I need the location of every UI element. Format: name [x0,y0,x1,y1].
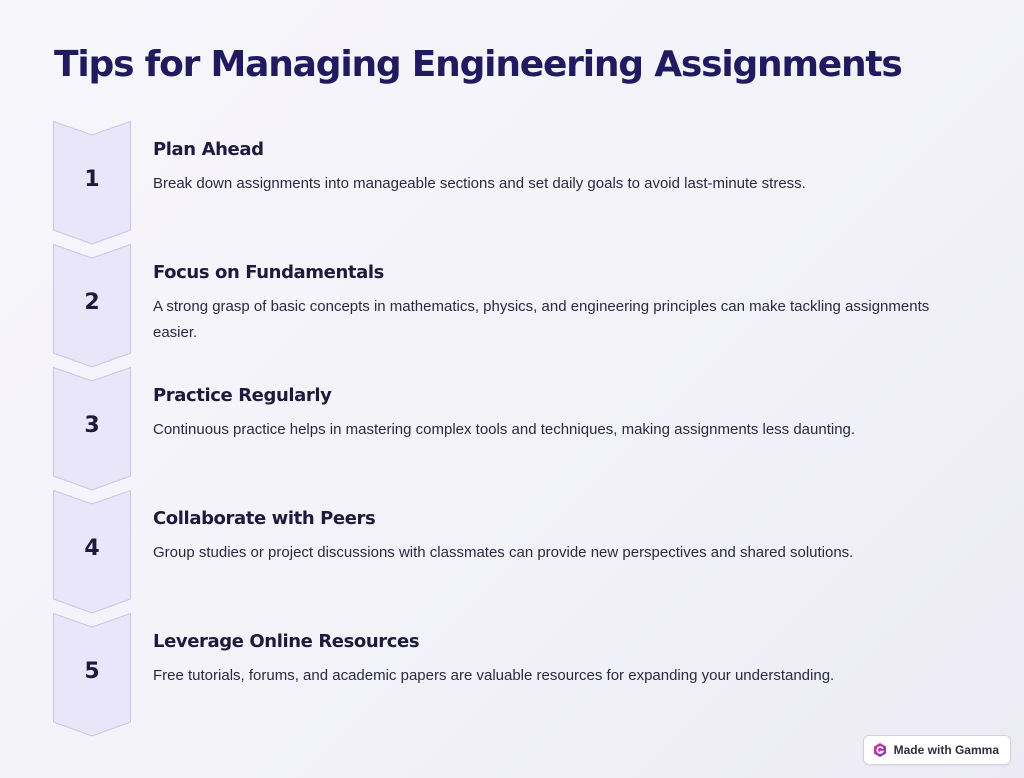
step-chevron [53,244,131,368]
step-description: Free tutorials, forums, and academic papers are valuable resources for expanding your understanding. [153,667,835,684]
page-title: Tips for Managing Engineering Assignments [54,44,902,85]
step-title: Collaborate with Peers [153,508,376,529]
step-chevron [53,613,131,737]
step-number: 2 [84,290,100,315]
step-chevron [53,367,131,491]
step-title: Practice Regularly [153,385,332,406]
made-with-gamma-badge[interactable] [863,735,1011,765]
badge-label: Made with Gamma [893,743,999,757]
step-5 [0,613,1024,737]
step-4 [0,490,1024,614]
step-title: Focus on Fundamentals [153,262,384,283]
step-chevron [53,490,131,614]
step-description: A strong grasp of basic concepts in mathematics, physics, and engineering principles can make tackling assignments easier. [153,298,930,341]
step-1 [0,121,1024,245]
step-number: 5 [84,659,100,684]
step-title: Leverage Online Resources [153,631,420,652]
step-description: Continuous practice helps in mastering complex tools and techniques, making assignments less daunting. [153,421,856,438]
step-description: Break down assignments into manageable sections and set daily goals to avoid last-minute stress. [153,175,806,192]
step-number: 4 [84,536,100,561]
gamma-logo-icon [872,742,888,758]
step-number: 3 [84,413,100,438]
step-number: 1 [84,167,100,192]
step-3 [0,367,1024,491]
step-chevron [53,121,131,245]
step-2 [0,244,1024,368]
step-description: Group studies or project discussions with classmates can provide new perspectives and shared solutions. [153,544,854,561]
step-title: Plan Ahead [153,139,264,160]
